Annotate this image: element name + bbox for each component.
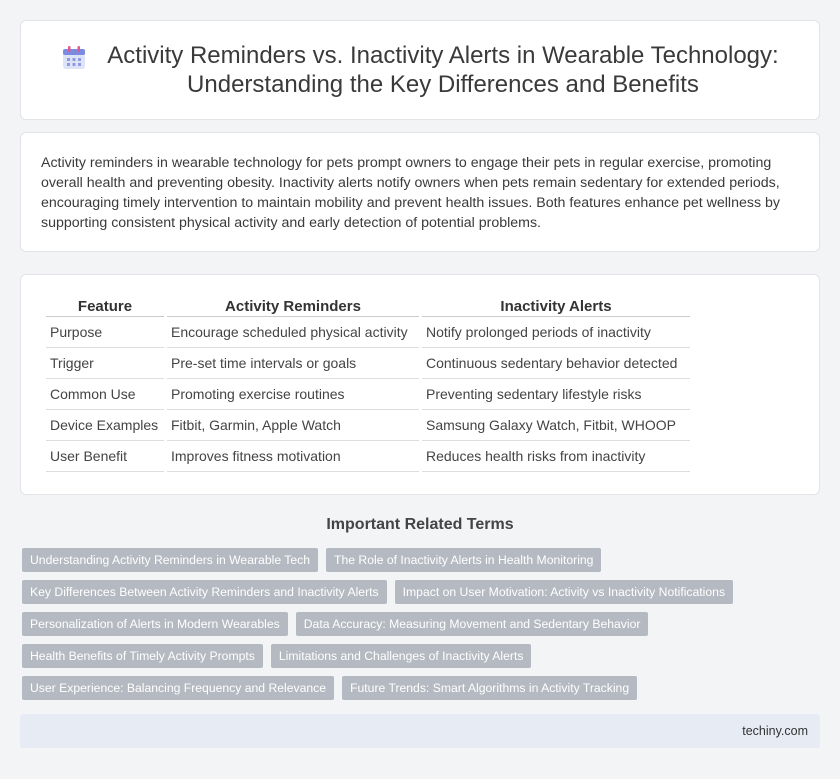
table-row [46,317,690,348]
tag-row [22,548,822,572]
column-header: Feature [46,295,164,317]
table-row [46,441,690,472]
table-cell: Pre-set time intervals or goals [167,348,419,379]
table-cell: Device Examples [46,410,164,441]
table-cell: Continuous sedentary behavior detected [422,348,690,379]
table-row [46,410,690,441]
table-cell: User Benefit [46,441,164,472]
related-term-tag[interactable]: Understanding Activity Reminders in Wearable Tech [22,548,318,572]
table-row [46,348,690,379]
tag-row [22,676,822,700]
related-term-tag[interactable]: The Role of Inactivity Alerts in Health Monitoring [326,548,601,572]
table-cell: Preventing sedentary lifestyle risks [422,379,690,410]
tag-row [22,580,822,604]
table-cell: Promoting exercise routines [167,379,419,410]
column-header: Inactivity Alerts [422,295,690,317]
related-term-tag[interactable]: Personalization of Alerts in Modern Wearables [22,612,288,636]
table-cell: Purpose [46,317,164,348]
page-title [107,41,778,99]
table-cell: Encourage scheduled physical activity [167,317,419,348]
table-card [20,274,820,495]
related-term-tag[interactable]: Health Benefits of Timely Activity Prompts [22,644,263,668]
title-line-2: Understanding the Key Differences and Benefits [187,71,699,98]
table-header-row [46,295,690,317]
related-term-tag[interactable]: Impact on User Motivation: Activity vs Inactivity Notifications [395,580,733,604]
related-term-tag[interactable]: User Experience: Balancing Frequency and Relevance [22,676,334,700]
title-line-1: Activity Reminders vs. Inactivity Alerts in Wearable Technology: [107,42,779,69]
footer [20,714,820,748]
site-name[interactable]: techiny.com [742,724,808,738]
intro-paragraph: Activity reminders in wearable technology for pets prompt owners to engage their pets in regular exercise, promoting overall health and preventing obesity. Inactivity alerts notify owners when pets remain sedentary for extended periods, encouraging timely intervention to maintain mobility and prevent health issues. Both features enhance pet wellness by supporting consistent physical activity and early detection of potential problems. [41,155,780,231]
table-cell: Common Use [46,379,164,410]
calendar-icon [61,45,87,71]
related-term-tag[interactable]: Future Trends: Smart Algorithms in Activity Tracking [342,676,637,700]
table-cell: Improves fitness motivation [167,441,419,472]
column-header: Activity Reminders [167,295,419,317]
comparison-table [43,295,693,472]
related-terms-list [22,548,822,708]
table-row [46,379,690,410]
table-cell: Notify prolonged periods of inactivity [422,317,690,348]
table-cell: Trigger [46,348,164,379]
table-cell: Reduces health risks from inactivity [422,441,690,472]
tag-row [22,612,822,636]
tag-row [22,644,822,668]
table-cell: Fitbit, Garmin, Apple Watch [167,410,419,441]
related-terms-heading: Important Related Terms [326,516,514,533]
title-card [20,20,820,120]
related-term-tag[interactable]: Key Differences Between Activity Reminders and Inactivity Alerts [22,580,387,604]
related-term-tag[interactable]: Limitations and Challenges of Inactivity Alerts [271,644,532,668]
table-cell: Samsung Galaxy Watch, Fitbit, WHOOP [422,410,690,441]
intro-card [20,132,820,252]
related-term-tag[interactable]: Data Accuracy: Measuring Movement and Sedentary Behavior [296,612,649,636]
title-wrap [61,41,778,99]
